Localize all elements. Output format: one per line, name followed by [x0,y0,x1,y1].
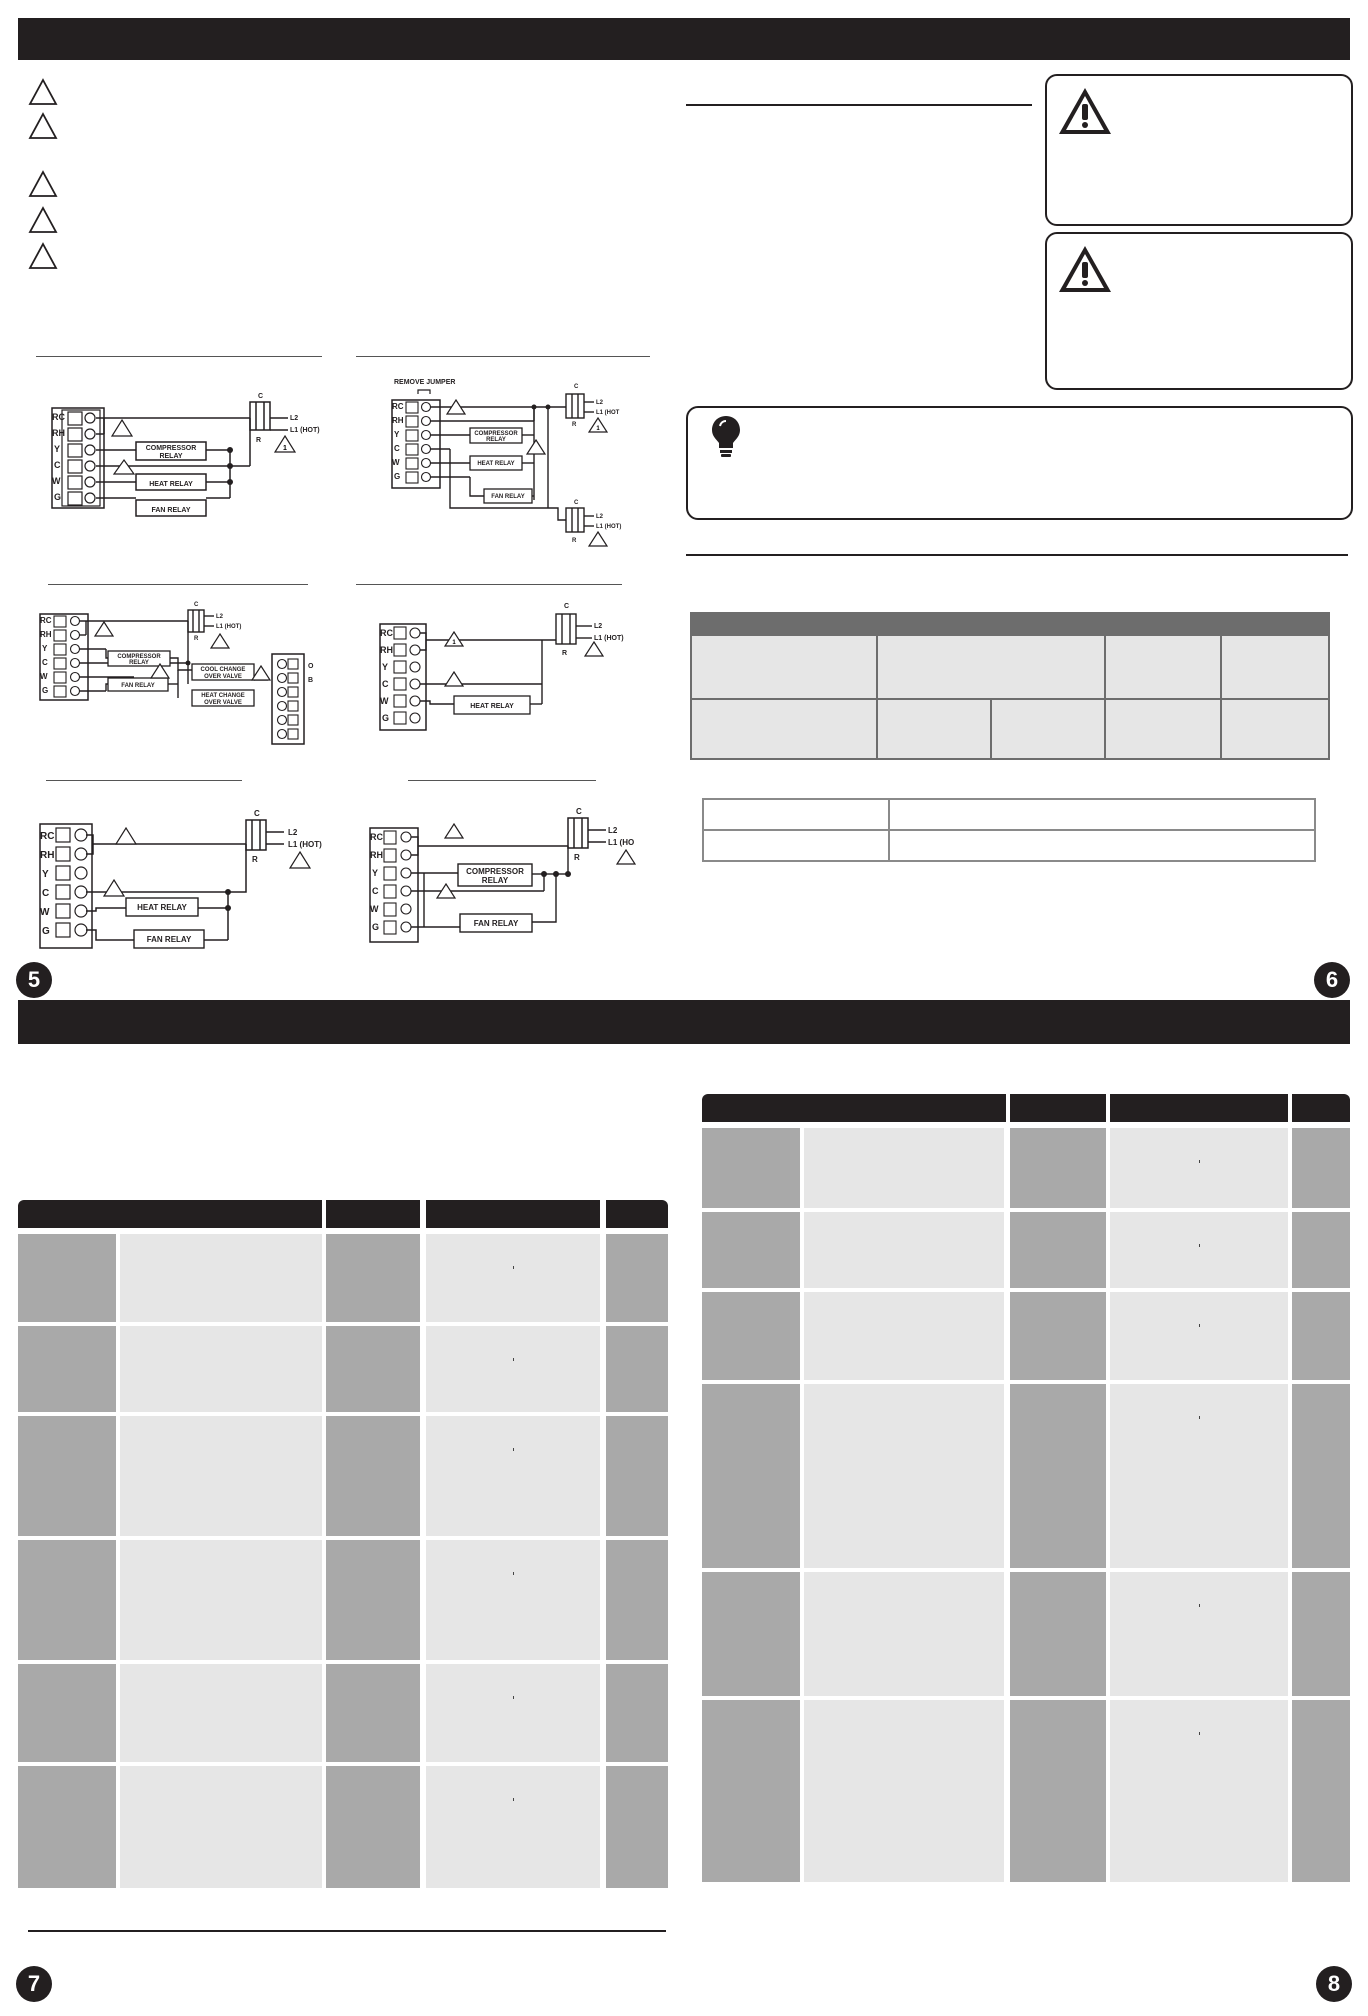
table-cell [702,1384,800,1568]
transformer-label: C [576,807,582,816]
wiring-diagram-3 [38,598,328,748]
note-number: 1 [596,426,600,432]
terminal-label: C [54,460,61,470]
troubleshooting-table-right [702,1094,1350,1128]
terminal-label: W [40,907,50,918]
terminal-label: Y [42,869,49,880]
transformer-label: L1 (HOT) [290,427,320,434]
terminal-label: W [392,458,400,467]
diagram-rule [36,356,322,357]
table-cell [1110,1572,1288,1696]
relay-label: RELAY [486,437,506,443]
table-cell [702,1292,800,1380]
table-cell [18,1766,116,1888]
terminal-label: RH [40,630,52,639]
diagram-rule [46,780,242,781]
terminal-label: C [382,679,389,689]
terminal-label: RH [392,416,404,425]
table-cell [426,1416,600,1536]
table-cell [606,1326,668,1412]
table-cell [1010,1292,1106,1380]
table-cell [18,1326,116,1412]
table-cell [120,1234,322,1322]
relay-label: FAN RELAY [473,919,519,928]
table-cell [120,1664,322,1762]
table-cell [1110,1212,1288,1288]
table-cell [804,1700,1004,1882]
table-cell [1010,1700,1106,1882]
table-cell [702,1128,800,1208]
terminal-label: O [308,663,314,670]
section-rule [28,1930,666,1932]
relay-label: FAN RELAY [151,507,191,514]
table-cell [120,1416,322,1536]
relay-label: HEAT RELAY [477,461,515,467]
transformer-label: C [258,393,264,400]
text-mark [1199,1324,1200,1327]
transformer-label: L2 [216,614,224,620]
caution-triangle-icon [28,206,58,234]
transformer-label: L2 [608,826,618,835]
transformer-label: R [252,855,258,864]
table-header-cell [1010,1094,1106,1122]
transformer-label: C [564,603,570,610]
transformer-label: R [574,853,580,862]
transformer-label: C [254,809,260,818]
table-cell [1292,1384,1350,1568]
relay-label: FAN RELAY [121,683,155,689]
transformer-label: R [194,636,199,642]
table-cell [1110,1128,1288,1208]
tip-box [686,406,1353,520]
info-table [702,798,1316,862]
terminal-label: RH [40,850,55,861]
table-cell [804,1572,1004,1696]
diagram-rule [356,356,650,357]
valve-label: OVER VALVE [204,700,242,706]
table-cell [326,1664,420,1762]
section-rule [686,104,1032,106]
text-mark [1199,1244,1200,1247]
note-number: 1 [452,640,456,646]
relay-label: RELAY [129,660,149,666]
transformer-label: L1 (HOT) [596,524,622,530]
wiring-diagram-5 [38,808,338,958]
relay-label: COMPRESSOR [466,867,524,876]
table-row-divider [690,698,1330,700]
transformer-label: R [572,422,577,428]
table-cell [804,1292,1004,1380]
terminal-label: RH [380,645,393,655]
terminal-label: Y [372,868,379,878]
table-cell [326,1540,420,1660]
caution-triangle-icon [28,78,58,106]
terminal-label: C [372,886,379,896]
relay-label: FAN RELAY [491,494,525,500]
table-cell [702,1212,800,1288]
section-header-bar-top [18,18,1350,60]
terminal-label: Y [42,644,48,653]
table-cell [1292,1292,1350,1380]
valve-label: COOL CHANGE [200,667,246,673]
relay-label: HEAT RELAY [137,903,187,912]
table-cell [326,1766,420,1888]
table-cell [702,1572,800,1696]
terminal-label: C [42,658,48,667]
table-header-cell [702,1094,1006,1122]
table-cell [606,1664,668,1762]
table-cell [1292,1212,1350,1288]
text-mark [513,1448,514,1451]
table-cell [326,1234,420,1322]
table-cell [120,1326,322,1412]
table-cell [18,1234,116,1322]
table-header-cell [606,1200,668,1228]
table-cell [606,1540,668,1660]
warning-triangle-icon [1057,244,1113,294]
terminal-label: G [372,922,380,932]
table-cell [426,1664,600,1762]
table-cell [1292,1572,1350,1696]
table-cell [426,1540,600,1660]
caution-triangle-icon [28,112,58,140]
transformer-label: L2 [596,400,604,406]
diagram-rule [408,780,596,781]
page-number: 8 [1316,1966,1352,2002]
terminal-label: RH [370,850,383,860]
transformer-label: C [574,384,579,390]
table-cell [120,1540,322,1660]
table-cell [606,1234,668,1322]
text-mark [513,1696,514,1699]
relay-label: HEAT RELAY [149,481,193,488]
text-mark [513,1358,514,1361]
wiring-diagram-6 [368,800,658,950]
transformer-label: L1 (HOT) [288,840,322,849]
lightbulb-icon [708,412,744,458]
transformer-label: R [256,437,262,444]
relay-label: RELAY [481,876,509,885]
transformer-label: L2 [288,828,298,837]
table-cell [1110,1700,1288,1882]
terminal-label: G [42,686,49,695]
terminal-label: W [40,672,48,681]
table-cell [18,1540,116,1660]
terminal-label: G [394,472,401,481]
transformer-label: C [194,602,199,608]
table-cell [1010,1128,1106,1208]
text-mark [1199,1160,1200,1163]
table-cell [1110,1384,1288,1568]
transformer-label: R [572,538,577,544]
terminal-label: G [42,926,50,937]
table-cell [1010,1212,1106,1288]
text-mark [513,1572,514,1575]
table-cell [606,1766,668,1888]
table-cell-divider [888,798,890,862]
terminal-label: RC [52,412,65,422]
table-cell [326,1326,420,1412]
terminal-label: W [52,476,61,486]
table-cell [1110,1292,1288,1380]
terminal-label: G [382,713,390,723]
relay-label: RELAY [159,453,183,460]
valve-label: HEAT CHANGE [201,693,245,699]
transformer-label: L1 (HOT) [216,624,242,630]
text-mark [513,1266,514,1269]
warning-box [1045,74,1353,226]
table-cell [804,1384,1004,1568]
section-rule [686,554,1348,556]
terminal-label: W [380,696,389,706]
table-header-cell [1292,1094,1350,1122]
wiring-diagram-4 [378,598,648,738]
warning-box [1045,232,1353,390]
terminal-label: C [394,444,400,453]
terminal-label: RC [40,831,55,842]
relay-label: COMPRESSOR [145,445,197,452]
relay-label: HEAT RELAY [470,703,514,710]
transformer-label: R [562,650,568,657]
specifications-table [690,612,1330,760]
wiring-diagram-1 [40,376,340,526]
transformer-label: L1 (HOT) [594,635,624,642]
table-cell [1010,1572,1106,1696]
caution-triangle-icon [28,242,58,270]
text-mark [1199,1604,1200,1607]
section-header-bar-bottom [18,1000,1350,1044]
table-row-divider [702,829,1316,831]
terminal-label: RC [380,628,393,638]
diagram-rule [356,584,622,585]
table-cell [804,1212,1004,1288]
terminal-label: RC [392,402,404,411]
terminal-label: G [54,492,62,502]
terminal-label: RC [40,616,52,625]
relay-label: FAN RELAY [146,935,192,944]
terminal-label: Y [382,662,389,672]
wiring-diagram-2 [388,372,658,552]
table-cell [1292,1128,1350,1208]
table-cell [18,1664,116,1762]
terminal-label: W [370,904,379,914]
valve-label: OVER VALVE [204,674,242,680]
transformer-label: L2 [290,415,299,422]
table-cell [326,1416,420,1536]
table-cell-divider [990,698,992,760]
terminal-label: RC [370,832,383,842]
terminal-label: Y [394,430,400,439]
terminal-label: RH [52,428,65,438]
table-cell [1010,1384,1106,1568]
page-number: 7 [16,1966,52,2002]
transformer-label: C [574,500,579,506]
diagram-rule [48,584,308,585]
transformer-label: L1 (HOT [596,410,620,416]
table-header [690,612,1330,636]
table-cell [426,1766,600,1888]
transformer-label: L1 (HO [608,838,635,847]
page-number: 5 [16,962,52,998]
table-header-cell [1110,1094,1288,1122]
caution-triangle-icon [28,170,58,198]
diagram-note: REMOVE JUMPER [394,379,456,386]
text-mark [1199,1416,1200,1419]
relay-label: COMPRESSOR [117,654,161,660]
table-cell [702,1700,800,1882]
terminal-label: B [308,677,314,684]
table-cell [18,1416,116,1536]
table-cell [120,1766,322,1888]
page-number: 6 [1314,962,1350,998]
table-header-cell [18,1200,322,1228]
table-cell [426,1234,600,1322]
table-cell [1292,1700,1350,1882]
transformer-label: L2 [596,514,604,520]
terminal-label: Y [54,444,61,454]
relay-label: COMPRESSOR [474,431,518,437]
transformer-label: L2 [594,623,603,630]
table-cell [426,1326,600,1412]
text-mark [1199,1732,1200,1735]
table-cell [804,1128,1004,1208]
table-header-cell [426,1200,600,1228]
text-mark [513,1798,514,1801]
note-number: 1 [283,445,287,452]
terminal-label: C [42,888,50,899]
table-cell [606,1416,668,1536]
table-header-cell [326,1200,420,1228]
warning-triangle-icon [1057,86,1113,136]
